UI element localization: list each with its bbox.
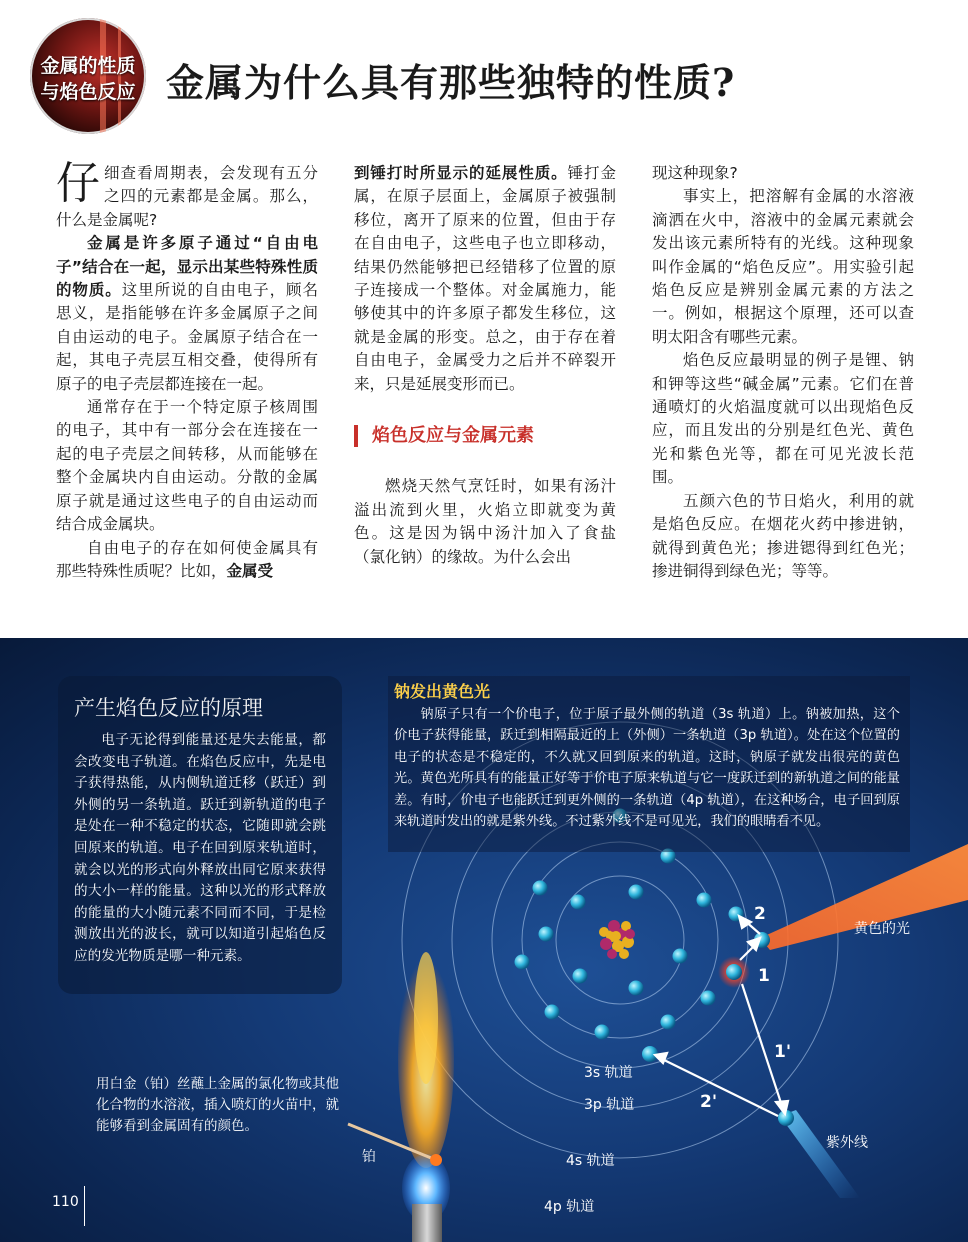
- yellow-light-label: 黄色的光: [854, 921, 910, 937]
- article-column-2: [354, 162, 616, 569]
- illustration-panel: [0, 638, 968, 1242]
- drop-cap: 仔: [56, 158, 100, 209]
- electrons: [515, 809, 795, 1127]
- burner: [348, 948, 454, 1242]
- bold-text: 到锤打时所显示的延展性质。: [354, 164, 568, 182]
- burner-tube: [412, 1204, 442, 1242]
- burner-caption: 用白金（铂）丝蘸上金属的氯化物或其他化合物的水溶液，插入喷灯的火苗中，就能够看到金属固有的颜色。: [96, 1076, 339, 1134]
- transition-1-label: 1: [758, 966, 770, 986]
- paragraph-text: 这里所说的自由电子，顾名思义，是指能够在许多金属原子之间自由运动的电子。金属原子结合在一起，其电子壳层互相交叠，使得所有原子的电子壳层都连接在一起。: [56, 281, 318, 393]
- wire-tip-glow: [430, 1154, 442, 1166]
- section-badge: [30, 18, 146, 134]
- bold-text: 金属受: [226, 561, 274, 580]
- paragraph: 焰色反应最明显的例子是锂、钠和钾等这些“碱金属”元素。它们在普通喷灯的火焰温度就可以出现焰色反应，而且发出的分别是红色光、黄色光和紫色光等，都在可见光波长范围。: [652, 351, 914, 487]
- principle-title: 产生焰色反应的原理: [74, 696, 263, 720]
- principle-box: [58, 676, 342, 994]
- article-column-1: [56, 158, 318, 583]
- page-number-divider: [84, 1186, 85, 1226]
- sodium-title: 钠发出黄色光: [394, 682, 491, 701]
- badge-line-2: 与焰色反应: [40, 81, 136, 103]
- orbit-4s-label: 4s 轨道: [566, 1153, 615, 1169]
- paragraph: [56, 158, 318, 232]
- subheading-text: 焰色反应与金属元素: [372, 425, 534, 447]
- orbit-4p-label: 4p 轨道: [544, 1199, 595, 1215]
- excited-electron: [726, 964, 742, 980]
- transition-1p-label: 1': [774, 1042, 792, 1062]
- paragraph: 燃烧天然气烹饪时，如果有汤汁溢出流到火里，火焰立即就变为黄色。这是因为锅中汤汁加入了食盐（氯化钠）的缘故。为什么会出: [354, 477, 616, 566]
- page-number: 110: [52, 1194, 79, 1210]
- paragraph-text: 细查看周期表，会发现有五分之四的元素都是金属。那么，什么是金属呢?: [56, 164, 318, 229]
- transition-2p-label: 2': [700, 1092, 718, 1112]
- paragraph: 五颜六色的节日焰火，利用的就是焰色反应。在烟花火药中掺进钠，就得到黄色光；掺进锶得到红色光；掺进铜得到绿色光；等等。: [652, 491, 914, 580]
- paragraph: [354, 162, 616, 396]
- uv-label: 紫外线: [826, 1135, 868, 1151]
- transition-2-label: 2: [754, 904, 766, 924]
- orbit-3p-label: 3p 轨道: [584, 1097, 635, 1113]
- subheading-bar: [354, 425, 358, 447]
- principle-text: 电子无论得到能量还是失去能量，都会改变电子轨道。在焰色反应中，先是电子获得热能，从内侧轨道迁移（跃迁）到外侧的另一条轨道。跃迁到新轨道的电子是处在一种不稳定的状态，它随即就会跳回原来的轨道。电子在回到原来轨道时，就会以光的形式向外释放出同它原来获得的大小一样的能量。这种以光的形式释放的能量的大小随元素不同而不同，于是检测放出光的波长，就可以知道引起焰色反应的发光物质是哪一种元素。: [74, 732, 326, 964]
- paragraph: 事实上，把溶解有金属的水溶液滴洒在火中，溶液中的金属元素就会发出该元素所特有的光线。这种现象叫作金属的“焰色反应”。用实验引起焰色反应是辨别金属元素的方法之一。例如，根据这个原理，还可以查明太阳含有哪些元素。: [652, 187, 914, 346]
- article-column-3: [652, 162, 914, 583]
- bold-text: 金属是许多原子通过“自由电子”结合在一起，显示出某些特殊性质的物质。: [56, 234, 318, 300]
- orbit-3s-label: 3s 轨道: [584, 1065, 633, 1081]
- paragraph-text: 锤打金属，在原子层面上，金属原子被强制移位，离开了原来的位置，但由于存在自由电子，这些电子也立即移动，结果仍然能够把已经错移了位置的原子连接成一个整体。对金属施力，能够使其中的许多原子都发生移位，这就是金属的形变。总之，由于存在着自由电子，金属受力之后并不碎裂开来，只是延展变形而已。: [354, 164, 616, 393]
- paragraph: 现这种现象?: [652, 164, 738, 182]
- section-subheading: [354, 424, 616, 447]
- badge-line-1: 金属的性质: [40, 55, 136, 77]
- nucleus: [599, 920, 635, 959]
- sodium-text: 钠原子只有一个价电子，位于原子最外侧的轨道（3s 轨道）上。钠被加热，这个价电子获得能量，跃迁到相隔最近的上（外侧）一条轨道（3p 轨道）。处在这个位置的电子的状态是不稳定的，不久就又回到原来的轨道。这时，钠原子就发出很亮的黄色光。黄色光所具有的能量正好等于价电子原来轨道与它一度跃迁到的新轨道之间的能量差。有时，价电子也能跃迁到更外侧的一条轨道（4p 轨道），在这种场合，电子回到原来轨道时发出的就是紫外线。不过紫外线不是可见光，我们的眼睛看不见。: [394, 707, 900, 830]
- paragraph: [56, 537, 318, 584]
- paragraph: [56, 232, 318, 396]
- sodium-box: [388, 676, 910, 852]
- paragraph: 通常存在于一个特定原子核周围的电子，其中有一部分会在连接在一起的电子壳层之间转移，从而能够在整个金属块内自由运动。分散的金属原子就是通过这些电子的自由运动而结合成金属块。: [56, 398, 318, 534]
- paragraph-text: 自由电子的存在如何使金属具有那些特殊性质呢？比如，: [56, 538, 318, 580]
- page-title: 金属为什么具有那些独特的性质?: [166, 60, 736, 105]
- platinum-label: 铂: [362, 1149, 376, 1165]
